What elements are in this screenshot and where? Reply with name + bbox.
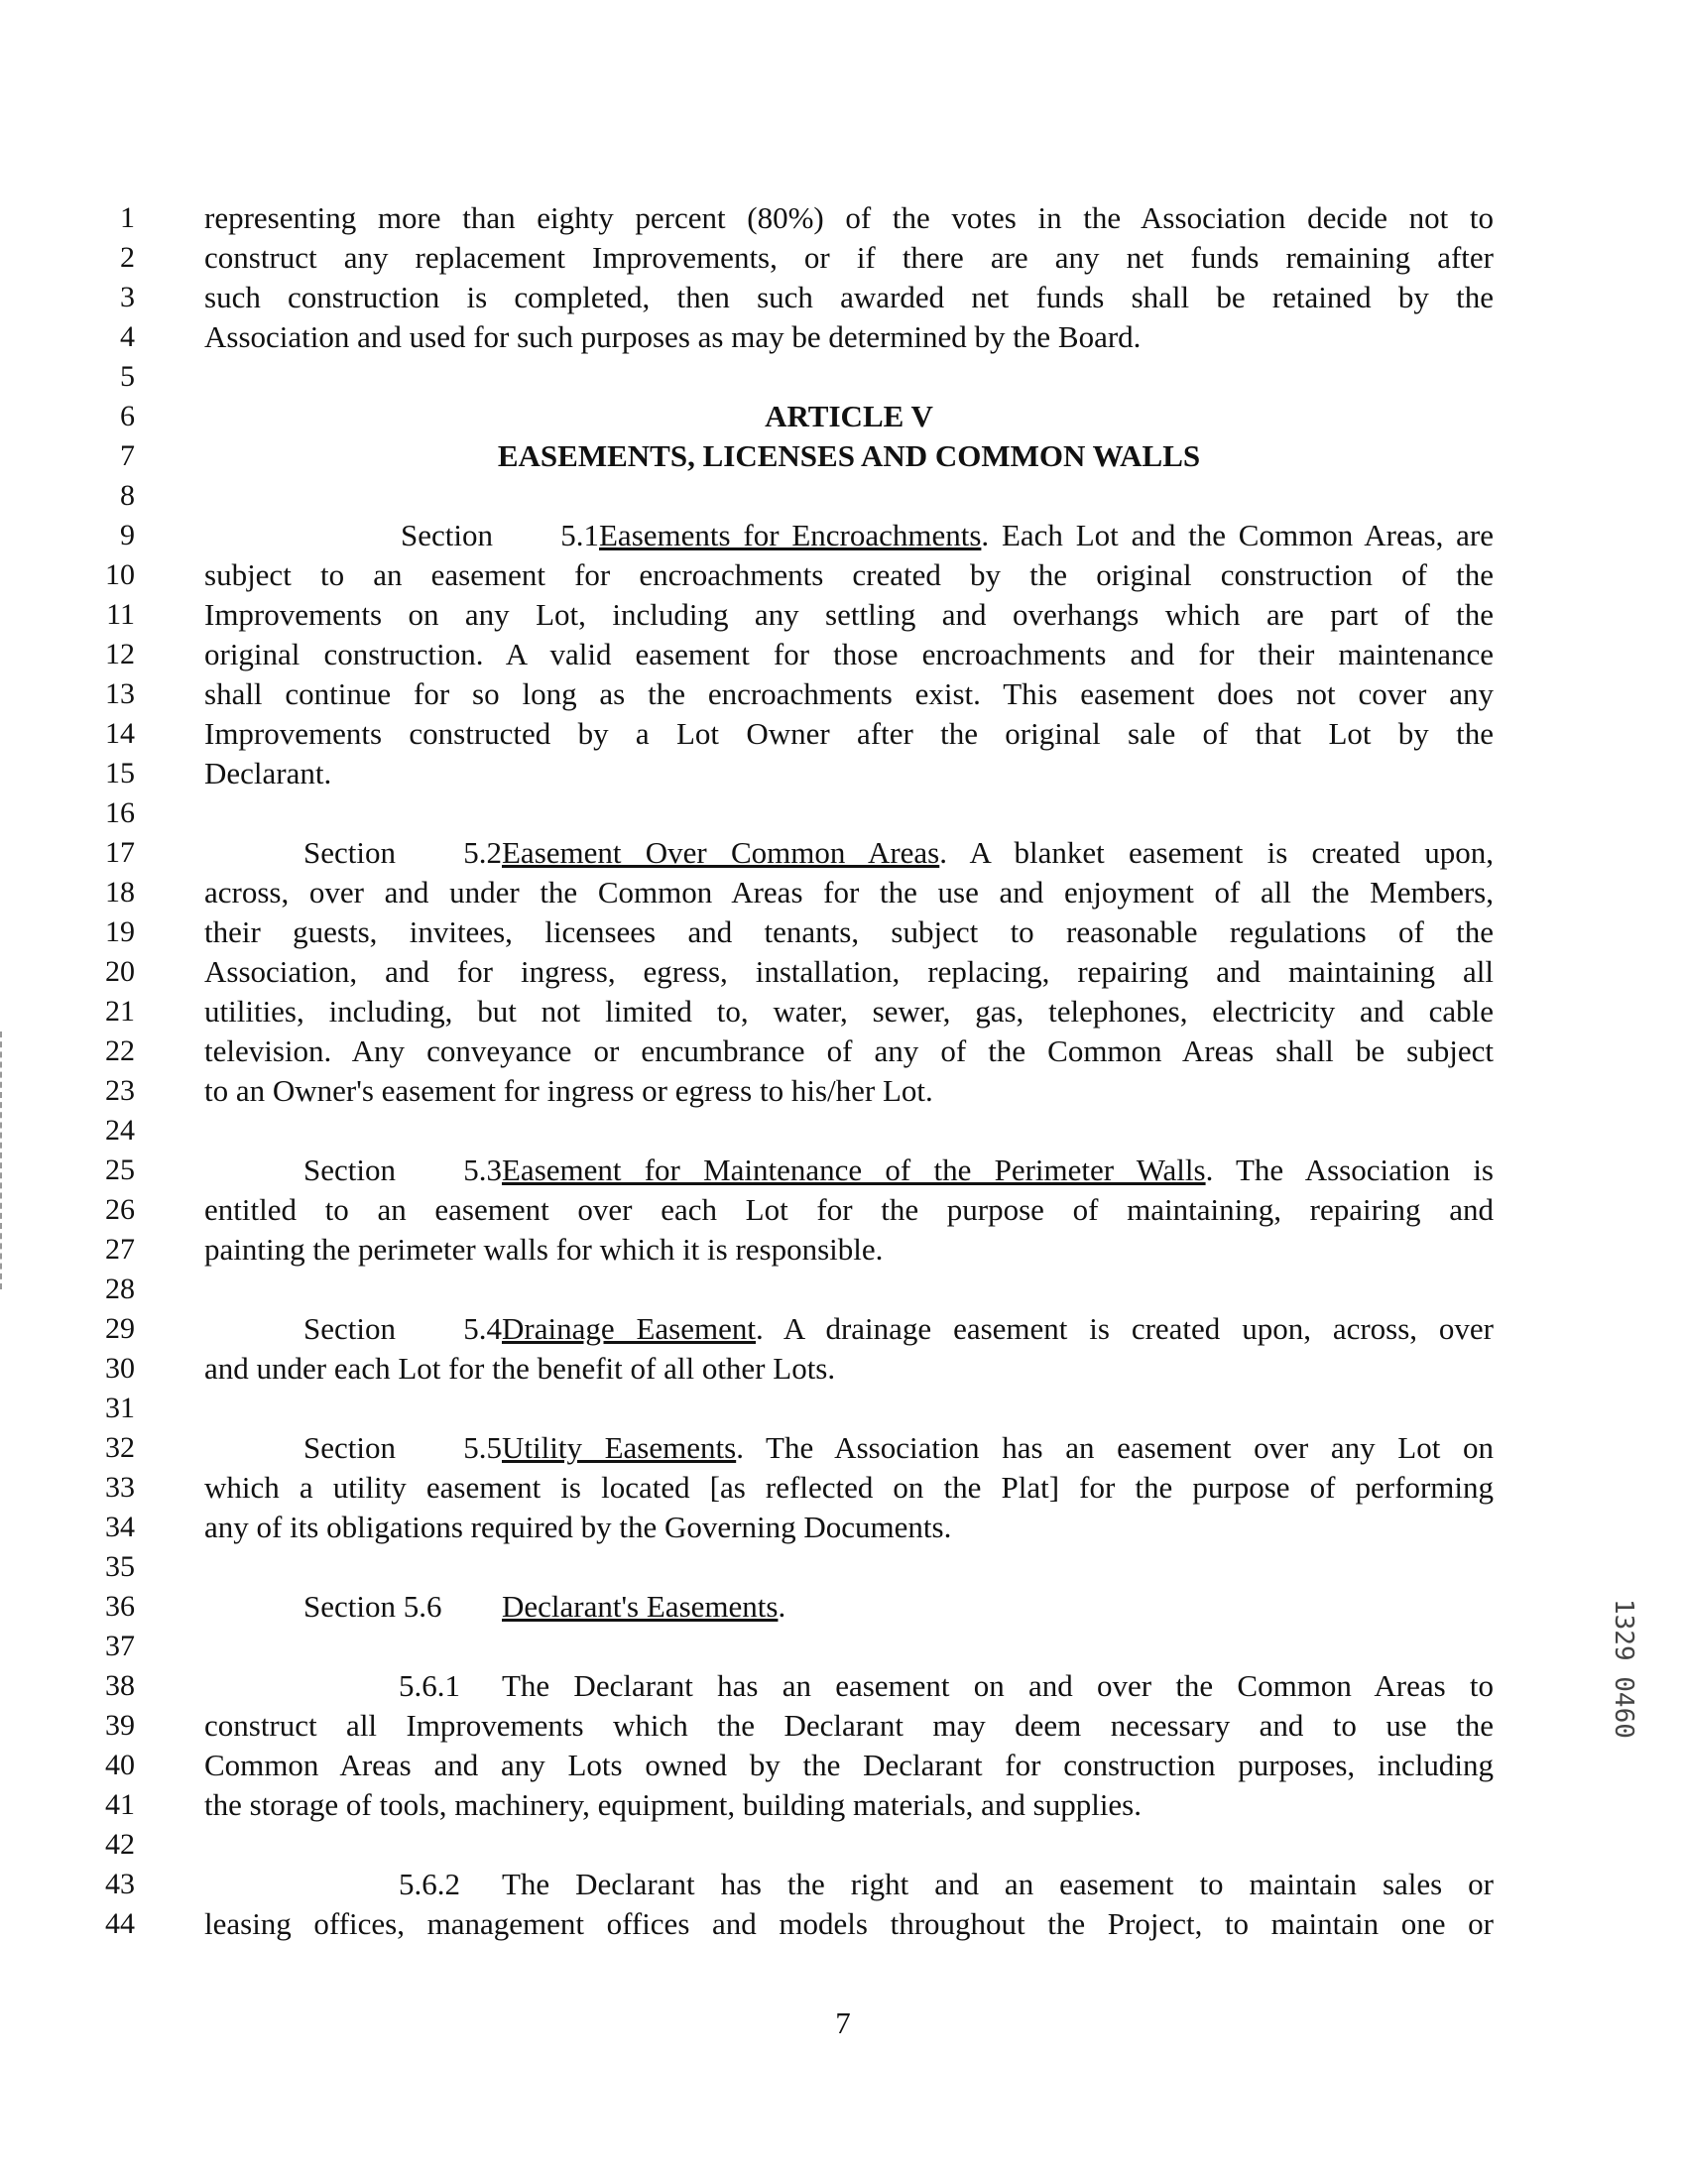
section-5-1-line [204,516,1494,555]
line-number: 17 [105,836,135,869]
line-number: 6 [120,400,135,432]
body-text-line: television. Any conveyance or encumbrance of any of the Common Areas shall be subject [204,1033,1494,1068]
section-5-3-text: . The Association is [1205,1153,1494,1187]
recording-stamp-text: 1329 0460 [1609,1599,1638,1739]
subsection-5-6-2-line [204,1865,1494,1904]
body-text-line: Improvements constructed by a Lot Owner after the original sale of that Lot by the [204,716,1494,751]
section-5-4-number: Section 5.4 [303,1311,502,1346]
line-number: 33 [105,1471,135,1504]
body-text-line: to an Owner's easement for ingress or egress to his/her Lot. [204,1073,933,1108]
body-text-line: subject to an easement for encroachments created by the original construction of the [204,557,1494,592]
body-text-line: utilities, including, but not limited to, water, sewer, gas, telephones, electricity and cable [204,994,1494,1029]
line-number: 41 [105,1788,135,1821]
body-text-line: the storage of tools, machinery, equipment, building materials, and supplies. [204,1787,1143,1822]
section-5-3-line [204,1151,1494,1190]
line-number: 15 [105,757,135,789]
line-number: 28 [105,1273,135,1305]
section-5-5-line [204,1428,1494,1468]
section-5-2-text: . A blanket easement is created upon, [939,835,1494,870]
section-5-4-text: . A drainage easement is created upon, across, over [756,1311,1495,1346]
line-number: 8 [120,479,135,512]
section-5-5-heading: Utility Easements [502,1430,737,1465]
line-number: 44 [105,1907,135,1940]
line-number: 20 [105,955,135,988]
body-text-line: leasing offices, management offices and models throughout the Project, to maintain one or [204,1906,1494,1941]
line-number: 37 [105,1630,135,1662]
section-5-6-text: . [778,1589,786,1624]
body-text-line: shall continue for so long as the encroachments exist. This easement does not cover any [204,676,1494,711]
line-number: 9 [120,519,135,551]
section-5-2-line [204,833,1494,873]
line-number: 30 [105,1352,135,1385]
scan-edge-mark [0,1031,4,1289]
body-text-line: Association and used for such purposes as may be determined by the Board. [204,319,1142,354]
body-text-line: painting the perimeter walls for which it is responsible. [204,1232,884,1267]
line-number: 23 [105,1074,135,1107]
line-number: 5 [120,360,135,393]
line-number: 10 [105,558,135,591]
section-5-4-line [204,1309,1494,1349]
body-text-line: construct all Improvements which the Declarant may deem necessary and to use the [204,1708,1494,1743]
section-5-6-heading: Declarant's Easements [502,1589,779,1624]
body-text-line: construct any replacement Improvements, or if there are any net funds remaining after [204,240,1494,275]
body-text-line: original construction. A valid easement for those encroachments and for their maintenance [204,637,1494,671]
line-number: 27 [105,1233,135,1266]
line-number: 32 [105,1431,135,1464]
line-number: 3 [120,281,135,313]
line-number: 43 [105,1868,135,1900]
line-number: 36 [105,1590,135,1623]
section-5-4-heading: Drainage Easement [502,1311,756,1346]
line-number: 14 [105,717,135,750]
body-text-line: any of its obligations required by the Governing Documents. [204,1510,952,1544]
section-5-2-number: Section 5.2 [303,835,502,870]
subsection-5-6-2-number: 5.6.2 [399,1867,460,1901]
line-number: 38 [105,1669,135,1702]
line-number: 21 [105,995,135,1028]
line-number: 19 [105,915,135,948]
subsection-5-6-2-text: The Declarant has the right and an easement to maintain sales or [502,1867,1494,1901]
line-number: 13 [105,677,135,710]
body-text-line: their guests, invitees, licensees and tenants, subject to reasonable regulations of the [204,914,1494,949]
line-number: 4 [120,320,135,353]
body-text-line: Common Areas and any Lots owned by the Declarant for construction purposes, including [204,1748,1494,1782]
section-5-6-number: Section 5.6 [303,1589,442,1624]
section-5-1-number: Section 5.1 [401,518,599,552]
body-text-line: which a utility easement is located [as reflected on the Plat] for the purpose of performing [204,1470,1494,1505]
body-text-line: and under each Lot for the benefit of all other Lots. [204,1351,836,1386]
body-text-line: Improvements on any Lot, including any settling and overhangs which are part of the [204,597,1494,632]
body-text-line: Association, and for ingress, egress, installation, replacing, repairing and maintaining all [204,954,1494,989]
line-number: 24 [105,1114,135,1147]
line-number: 18 [105,876,135,909]
subsection-5-6-1-number: 5.6.1 [399,1668,460,1703]
body-text-line: representing more than eighty percent (80%) of the votes in the Association decide not to [204,200,1494,235]
line-number: 34 [105,1511,135,1543]
line-number: 40 [105,1749,135,1781]
line-number: 42 [105,1828,135,1861]
section-5-1-heading: Easements for Encroachments [599,518,982,552]
line-number: 16 [105,796,135,829]
section-5-1-text: . Each Lot and the Common Areas, are [981,518,1494,552]
line-number: 1 [120,201,135,234]
recording-stamp [1607,1599,1646,1739]
line-number: 39 [105,1709,135,1742]
subsection-5-6-1-text: The Declarant has an easement on and over the Common Areas to [502,1668,1494,1703]
section-5-5-number: Section 5.5 [303,1430,502,1465]
line-number: 22 [105,1034,135,1067]
line-number: 25 [105,1153,135,1186]
section-5-3-heading: Easement for Maintenance of the Perimeter Walls [502,1153,1206,1187]
line-number: 31 [105,1392,135,1424]
body-text-line: across, over and under the Common Areas for the use and enjoyment of all the Members, [204,875,1494,910]
line-number: 11 [106,598,135,631]
subsection-5-6-1-line [204,1666,1494,1706]
line-number: 35 [105,1550,135,1583]
line-number: 29 [105,1312,135,1345]
body-text-line: entitled to an easement over each Lot for the purpose of maintaining, repairing and [204,1192,1494,1227]
section-5-6-line [204,1587,1494,1627]
line-number: 2 [120,241,135,274]
section-5-2-heading: Easement Over Common Areas [502,835,940,870]
line-number: 26 [105,1193,135,1226]
page-number: 7 [835,2005,851,2040]
section-5-3-number: Section 5.3 [303,1153,502,1187]
article-subtitle: EASEMENTS, LICENSES AND COMMON WALLS [497,438,1201,473]
line-number: 7 [120,439,135,472]
body-text-line: such construction is completed, then such awarded net funds shall be retained by the [204,280,1494,314]
article-title: ARTICLE V [765,399,933,433]
line-number: 12 [105,638,135,670]
body-text-line: Declarant. [204,756,332,790]
section-5-5-text: . The Association has an easement over any Lot on [736,1430,1494,1465]
